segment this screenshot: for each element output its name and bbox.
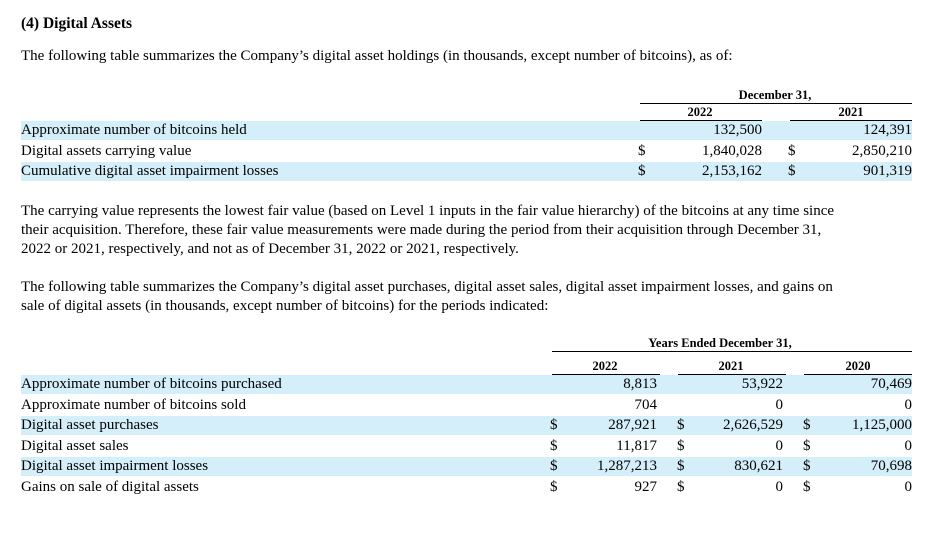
currency-symbol: $ bbox=[677, 417, 685, 433]
currency-symbol: $ bbox=[677, 478, 685, 495]
currency-symbol: $ bbox=[677, 437, 685, 454]
table1-period-header: December 31, bbox=[738, 88, 812, 102]
row-label: Cumulative digital asset impairment losses bbox=[21, 163, 279, 179]
carrying-value-line-1: The carrying value represents the lowest fair value (based on Level 1 inputs in the fair value hierarchy) of the bitcoins at any time since bbox=[21, 203, 835, 219]
value-cell: 124,391 bbox=[863, 122, 912, 138]
value-cell: 1,840,028 bbox=[702, 142, 762, 159]
value-cell: 53,922 bbox=[741, 376, 783, 392]
row-label: Approximate number of bitcoins purchased bbox=[21, 376, 282, 392]
table1-year-2021: 2021 bbox=[838, 105, 864, 119]
value-cell: 11,817 bbox=[616, 437, 657, 454]
row-label: Digital assets carrying value bbox=[21, 142, 192, 159]
value-cell: 70,698 bbox=[870, 458, 912, 474]
currency-symbol: $ bbox=[677, 458, 685, 474]
value-cell: 0 bbox=[775, 396, 783, 413]
row-label: Approximate number of bitcoins held bbox=[21, 122, 247, 138]
table1-year-2022: 2022 bbox=[687, 105, 713, 119]
value-cell: 704 bbox=[634, 396, 657, 413]
currency-symbol: $ bbox=[803, 437, 811, 454]
table2-year-2021: 2021 bbox=[718, 359, 744, 373]
value-cell: 1,125,000 bbox=[852, 417, 912, 433]
row-label: Approximate number of bitcoins sold bbox=[21, 396, 246, 413]
value-cell: 0 bbox=[775, 437, 783, 454]
value-cell: 2,153,162 bbox=[702, 163, 762, 179]
currency-symbol: $ bbox=[550, 417, 558, 433]
currency-symbol: $ bbox=[803, 417, 811, 433]
value-cell: 927 bbox=[634, 478, 657, 495]
currency-symbol: $ bbox=[638, 142, 646, 159]
value-cell: 0 bbox=[775, 478, 783, 495]
value-cell: 0 bbox=[904, 396, 912, 413]
purchases-intro-line-1: The following table summarizes the Company’s digital asset purchases, digital asset sales, digital asset impairment losses, and gains on bbox=[21, 279, 833, 295]
purchases-intro-line-2: sale of digital assets (in thousands, except number of bitcoins) for the periods indicated: bbox=[21, 298, 549, 314]
row-label: Gains on sale of digital assets bbox=[21, 478, 199, 495]
value-cell: 901,319 bbox=[863, 163, 912, 179]
value-cell: 2,626,529 bbox=[723, 417, 783, 433]
table1-period-rule bbox=[640, 103, 912, 104]
value-cell: 132,500 bbox=[713, 122, 762, 138]
currency-symbol: $ bbox=[638, 163, 646, 179]
value-cell: 287,921 bbox=[608, 417, 657, 433]
intro-paragraph: The following table summarizes the Company’s digital asset holdings (in thousands, except number of bitcoins), as of: bbox=[21, 48, 733, 64]
currency-symbol: $ bbox=[803, 478, 811, 495]
row-label: Digital asset sales bbox=[21, 437, 129, 454]
section-heading: (4) Digital Assets bbox=[21, 15, 133, 32]
row-label: Digital asset purchases bbox=[21, 417, 159, 433]
table2-year-2022: 2022 bbox=[592, 359, 618, 373]
value-cell: 1,287,213 bbox=[597, 458, 657, 474]
currency-symbol: $ bbox=[803, 458, 811, 474]
currency-symbol: $ bbox=[788, 163, 796, 179]
value-cell: 830,621 bbox=[734, 458, 783, 474]
currency-symbol: $ bbox=[550, 437, 558, 454]
value-cell: 70,469 bbox=[870, 376, 912, 392]
currency-symbol: $ bbox=[550, 458, 558, 474]
carrying-value-line-3: 2022 or 2021, respectively, and not as of December 31, 2022 or 2021, respectively. bbox=[21, 241, 519, 257]
currency-symbol: $ bbox=[788, 142, 796, 159]
table2-year-2020: 2020 bbox=[845, 359, 871, 373]
value-cell: 2,850,210 bbox=[852, 142, 912, 159]
row-label: Digital asset impairment losses bbox=[21, 458, 209, 474]
value-cell: 0 bbox=[904, 478, 912, 495]
carrying-value-line-2: their acquisition. Therefore, these fair value measurements were made during the period from their acquisition through December 31, bbox=[21, 222, 822, 238]
currency-symbol: $ bbox=[550, 478, 558, 495]
value-cell: 0 bbox=[904, 437, 912, 454]
table2-period-rule bbox=[552, 351, 912, 352]
value-cell: 8,813 bbox=[623, 376, 657, 392]
table2-period-header: Years Ended December 31, bbox=[648, 336, 792, 350]
